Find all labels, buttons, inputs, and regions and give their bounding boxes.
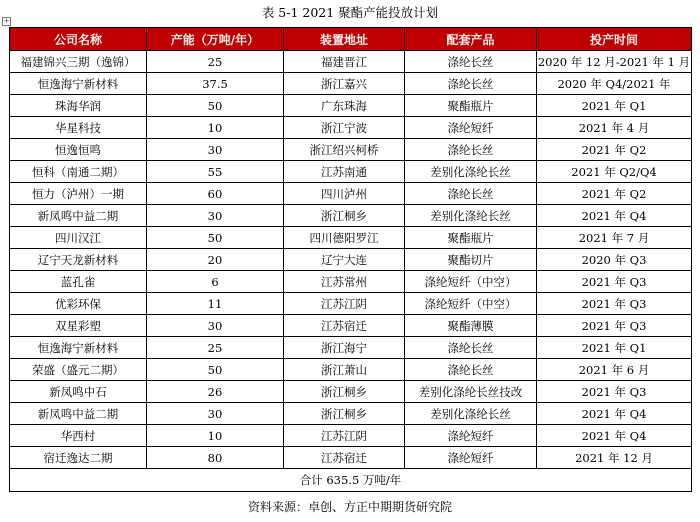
cell-company: 四川汉江 <box>10 227 147 249</box>
cell-product: 涤纶长丝 <box>405 337 537 359</box>
table-row <box>10 73 692 95</box>
cell-capacity: 30 <box>147 403 284 425</box>
source-note: 资料来源：卓创、方正中期期货研究院 <box>247 500 452 514</box>
table-row <box>10 403 692 425</box>
cell-start-time: 2021 年 Q4 <box>537 403 692 425</box>
header-start-time: 投产时间 <box>537 28 692 51</box>
cell-location: 浙江萧山 <box>284 359 405 381</box>
capacity-plan-table <box>9 27 692 492</box>
cell-start-time: 2021 年 Q1 <box>537 337 692 359</box>
cell-location: 福建晋江 <box>284 51 405 73</box>
cell-product: 差别化涤纶长丝 <box>405 205 537 227</box>
table-row <box>10 381 692 403</box>
cell-product: 涤纶长丝 <box>405 183 537 205</box>
cell-location: 四川德阳罗江 <box>284 227 405 249</box>
cell-company: 新凤鸣中益二期 <box>10 403 147 425</box>
cell-capacity: 50 <box>147 359 284 381</box>
cell-start-time: 2021 年 Q2 <box>537 183 692 205</box>
table-title: 表 5-1 2021 聚酯产能投放计划 <box>261 5 439 20</box>
cell-capacity: 50 <box>147 227 284 249</box>
header-product: 配套产品 <box>405 28 537 51</box>
cell-product: 涤纶短纤 <box>405 425 537 447</box>
table-row <box>10 117 692 139</box>
cell-start-time: 2021 年 7 月 <box>537 227 692 249</box>
cell-location: 浙江桐乡 <box>284 403 405 425</box>
cell-product: 差别化涤纶长丝 <box>405 403 537 425</box>
table-row <box>10 315 692 337</box>
cell-company: 辽宁天龙新材料 <box>10 249 147 271</box>
header-location: 装置地址 <box>284 28 405 51</box>
cell-capacity: 10 <box>147 117 284 139</box>
cell-company: 双星彩塑 <box>10 315 147 337</box>
cell-capacity: 60 <box>147 183 284 205</box>
cell-product: 聚酯薄膜 <box>405 315 537 337</box>
total-cell: 合计 635.5 万吨/年 <box>10 469 692 492</box>
cell-capacity: 30 <box>147 315 284 337</box>
cell-start-time: 2021 年 Q2/Q4 <box>537 161 692 183</box>
cell-location: 浙江绍兴柯桥 <box>284 139 405 161</box>
cell-start-time: 2021 年 12 月 <box>537 447 692 469</box>
cell-company: 华星科技 <box>10 117 147 139</box>
cell-company: 优彩环保 <box>10 293 147 315</box>
cell-start-time: 2021 年 Q3 <box>537 293 692 315</box>
cell-company: 恒逸恒鸣 <box>10 139 147 161</box>
table-row <box>10 227 692 249</box>
table-row <box>10 139 692 161</box>
cell-company: 恒逸海宁新材料 <box>10 337 147 359</box>
cell-start-time: 2021 年 Q1 <box>537 95 692 117</box>
total-row <box>10 469 692 492</box>
cell-start-time: 2021 年 Q4 <box>537 205 692 227</box>
table-row <box>10 447 692 469</box>
cell-start-time: 2020 年 Q4/2021 年 <box>537 73 692 95</box>
cell-capacity: 80 <box>147 447 284 469</box>
cell-capacity: 37.5 <box>147 73 284 95</box>
cell-product: 涤纶短纤 <box>405 447 537 469</box>
cell-product: 涤纶长丝 <box>405 51 537 73</box>
cell-product: 差别化涤纶长丝技改 <box>405 381 537 403</box>
cell-start-time: 2021 年 Q4 <box>537 425 692 447</box>
cell-capacity: 6 <box>147 271 284 293</box>
cell-location: 浙江海宁 <box>284 337 405 359</box>
cell-capacity: 10 <box>147 425 284 447</box>
table-move-handle-icon[interactable]: + <box>3 17 10 25</box>
cell-location: 广东珠海 <box>284 95 405 117</box>
table-row <box>10 337 692 359</box>
cell-location: 浙江桐乡 <box>284 205 405 227</box>
cell-company: 华西村 <box>10 425 147 447</box>
cell-capacity: 30 <box>147 139 284 161</box>
cell-company: 宿迁逸达二期 <box>10 447 147 469</box>
cell-company: 恒科（南通二期） <box>10 161 147 183</box>
cell-location: 浙江宁波 <box>284 117 405 139</box>
cell-company: 恒力（泸州）一期 <box>10 183 147 205</box>
cell-location: 江苏宿迁 <box>284 315 405 337</box>
cell-product: 涤纶短纤（中空） <box>405 293 537 315</box>
cell-product: 差别化涤纶长丝 <box>405 161 537 183</box>
cell-location: 浙江桐乡 <box>284 381 405 403</box>
cell-product: 聚酯切片 <box>405 249 537 271</box>
cell-company: 新凤鸣中石 <box>10 381 147 403</box>
cell-start-time: 2021 年 Q2 <box>537 139 692 161</box>
cell-product: 聚酯瓶片 <box>405 95 537 117</box>
table-body <box>10 51 692 492</box>
cell-capacity: 25 <box>147 337 284 359</box>
cell-product: 涤纶短纤 <box>405 117 537 139</box>
cell-capacity: 50 <box>147 95 284 117</box>
header-company: 公司名称 <box>10 28 147 51</box>
cell-capacity: 26 <box>147 381 284 403</box>
cell-product: 涤纶长丝 <box>405 139 537 161</box>
cell-start-time: 2020 年 Q3 <box>537 249 692 271</box>
cell-company: 福建锦兴三期（逸锦） <box>10 51 147 73</box>
cell-capacity: 55 <box>147 161 284 183</box>
cell-capacity: 11 <box>147 293 284 315</box>
table-header-row <box>10 28 692 51</box>
table-row <box>10 95 692 117</box>
cell-product: 聚酯瓶片 <box>405 227 537 249</box>
cell-location: 江苏常州 <box>284 271 405 293</box>
cell-start-time: 2021 年 Q3 <box>537 381 692 403</box>
cell-company: 蓝孔雀 <box>10 271 147 293</box>
cell-capacity: 30 <box>147 205 284 227</box>
cell-location: 江苏宿迁 <box>284 447 405 469</box>
cell-product: 涤纶短纤（中空） <box>405 271 537 293</box>
table-row <box>10 51 692 73</box>
table-row <box>10 359 692 381</box>
cell-capacity: 20 <box>147 249 284 271</box>
cell-start-time: 2021 年 Q3 <box>537 315 692 337</box>
table-row <box>10 183 692 205</box>
cell-location: 浙江嘉兴 <box>284 73 405 95</box>
cell-company: 恒逸海宁新材料 <box>10 73 147 95</box>
cell-company: 新凤鸣中益二期 <box>10 205 147 227</box>
cell-capacity: 25 <box>147 51 284 73</box>
cell-location: 四川泸州 <box>284 183 405 205</box>
cell-location: 江苏南通 <box>284 161 405 183</box>
table-row <box>10 425 692 447</box>
table-row <box>10 271 692 293</box>
cell-product: 涤纶长丝 <box>405 359 537 381</box>
table-row <box>10 161 692 183</box>
cell-start-time: 2021 年 Q3 <box>537 271 692 293</box>
cell-location: 江苏江阴 <box>284 293 405 315</box>
cell-start-time: 2021 年 4 月 <box>537 117 692 139</box>
cell-start-time: 2021 年 6 月 <box>537 359 692 381</box>
table-row <box>10 293 692 315</box>
cell-company: 珠海华润 <box>10 95 147 117</box>
cell-location: 江苏江阴 <box>284 425 405 447</box>
cell-product: 涤纶长丝 <box>405 73 537 95</box>
table-row <box>10 205 692 227</box>
table-row <box>10 249 692 271</box>
cell-start-time: 2020 年 12 月-2021 年 1 月 <box>537 51 692 73</box>
cell-company: 荣盛（盛元二期） <box>10 359 147 381</box>
cell-location: 辽宁大连 <box>284 249 405 271</box>
header-capacity: 产能（万吨/年） <box>147 28 284 51</box>
